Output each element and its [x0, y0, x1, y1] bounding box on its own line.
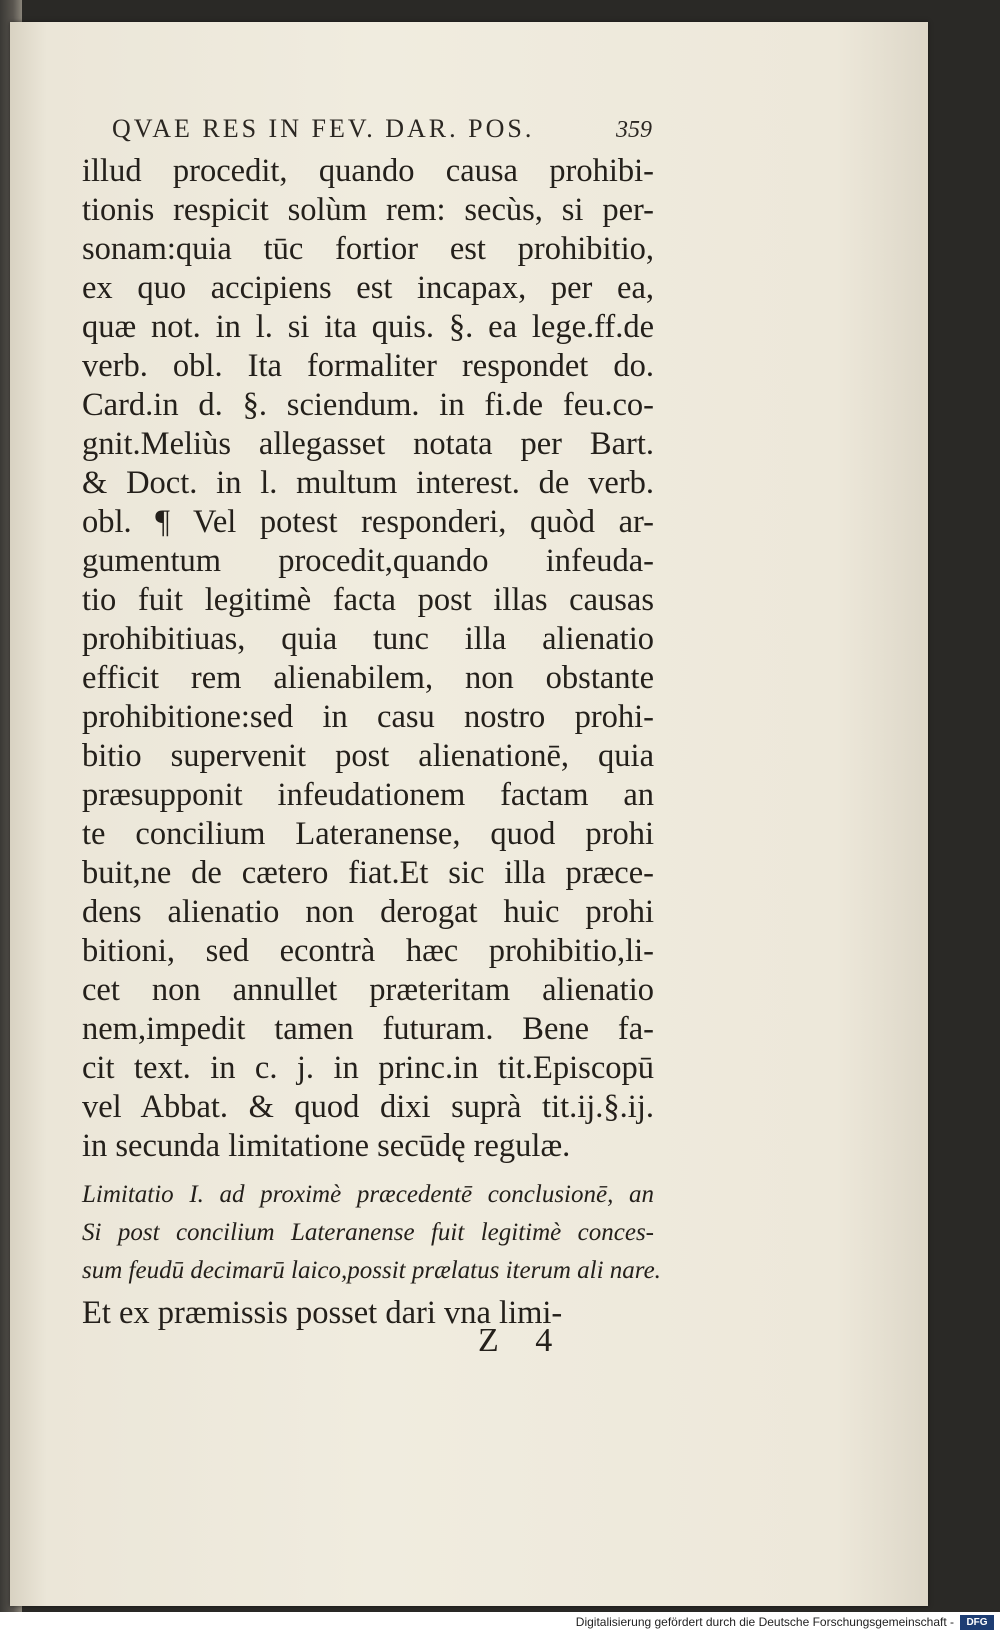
running-title: QVAE RES IN FEV. DAR. POS.	[112, 114, 535, 143]
text-line: verb. obl. Ita formaliter respondet do.	[82, 348, 654, 384]
text-line: efficit rem alienabilem, non obstante	[82, 660, 654, 696]
text-line: & Doct. in l. multum interest. de verb.	[82, 465, 654, 501]
text-line: nem,impedit tamen futuram. Bene fa-	[82, 1011, 654, 1047]
text-line: te concilium Lateranense, quod prohi	[82, 816, 654, 852]
text-line: in secunda limitatione secūdę regulæ.	[82, 1128, 571, 1164]
text-line: cet non annullet præteritam alienatio	[82, 972, 654, 1008]
text-line: gumentum procedit,quando infeuda-	[82, 543, 654, 579]
text-line: dens alienatio non derogat huic prohi	[82, 894, 654, 930]
footer-credit: Digitalisierung gefördert durch die Deutsche Forschungsgemeinschaft -	[575, 1615, 954, 1629]
text-line: Et ex præmissis posset dari vna limi-	[82, 1295, 563, 1331]
text-line: tio fuit legitimè facta post illas causas	[82, 582, 654, 618]
page-number: 359	[616, 117, 652, 143]
text-line: Si post concilium Lateranense fuit legitimè conces-	[82, 1219, 654, 1246]
resume-paragraph	[82, 1294, 654, 1333]
text-line: bitioni, sed econtrà hæc prohibitio,li-	[82, 933, 654, 969]
text-line: prohibitiuas, quia tunc illa alienatio	[82, 621, 654, 657]
text-line: quæ not. in l. si ita quis. §. ea lege.ff.de	[82, 309, 654, 345]
text-line: cit text. in c. j. in princ.in tit.Episcopū	[82, 1050, 654, 1086]
text-line: Limitatio I. ad proximè præcedentē conclusionē, an	[82, 1181, 654, 1208]
text-line: obl. ¶ Vel potest responderi, quòd ar-	[82, 504, 654, 540]
text-line: buit,ne de cætero fiat.Et sic illa præce-	[82, 855, 654, 891]
text-line: prohibitione:sed in casu nostro prohi-	[82, 699, 654, 735]
text-line: tionis respicit solùm rem: secùs, si per-	[82, 192, 654, 228]
main-paragraph	[82, 152, 654, 1166]
text-line: ex quo accipiens est incapax, per ea,	[82, 270, 654, 306]
text-line: præsupponit infeudationem factam an	[82, 777, 654, 813]
book-page	[10, 22, 928, 1606]
text-line: sum feudū decimarū laico,possit prælatus iterum ali nare.	[82, 1257, 661, 1284]
footer-bar	[0, 1612, 1000, 1634]
signature-mark: Z 4	[478, 1322, 567, 1359]
summary-note	[82, 1176, 661, 1290]
text-line: vel Abbat. & quod dixi suprà tit.ij.§.ij.	[82, 1089, 654, 1125]
dfg-logo: DFG	[960, 1615, 994, 1630]
text-line: illud procedit, quando causa prohibi-	[82, 153, 654, 189]
running-header	[112, 114, 652, 144]
text-line: sonam:quia tūc fortior est prohibitio,	[82, 231, 654, 267]
text-line: gnit.Meliùs allegasset notata per Bart.	[82, 426, 654, 462]
text-line: bitio supervenit post alienationē, quia	[82, 738, 654, 774]
text-line: Card.in d. §. sciendum. in fi.de feu.co-	[82, 387, 654, 423]
text-block	[82, 152, 661, 1333]
